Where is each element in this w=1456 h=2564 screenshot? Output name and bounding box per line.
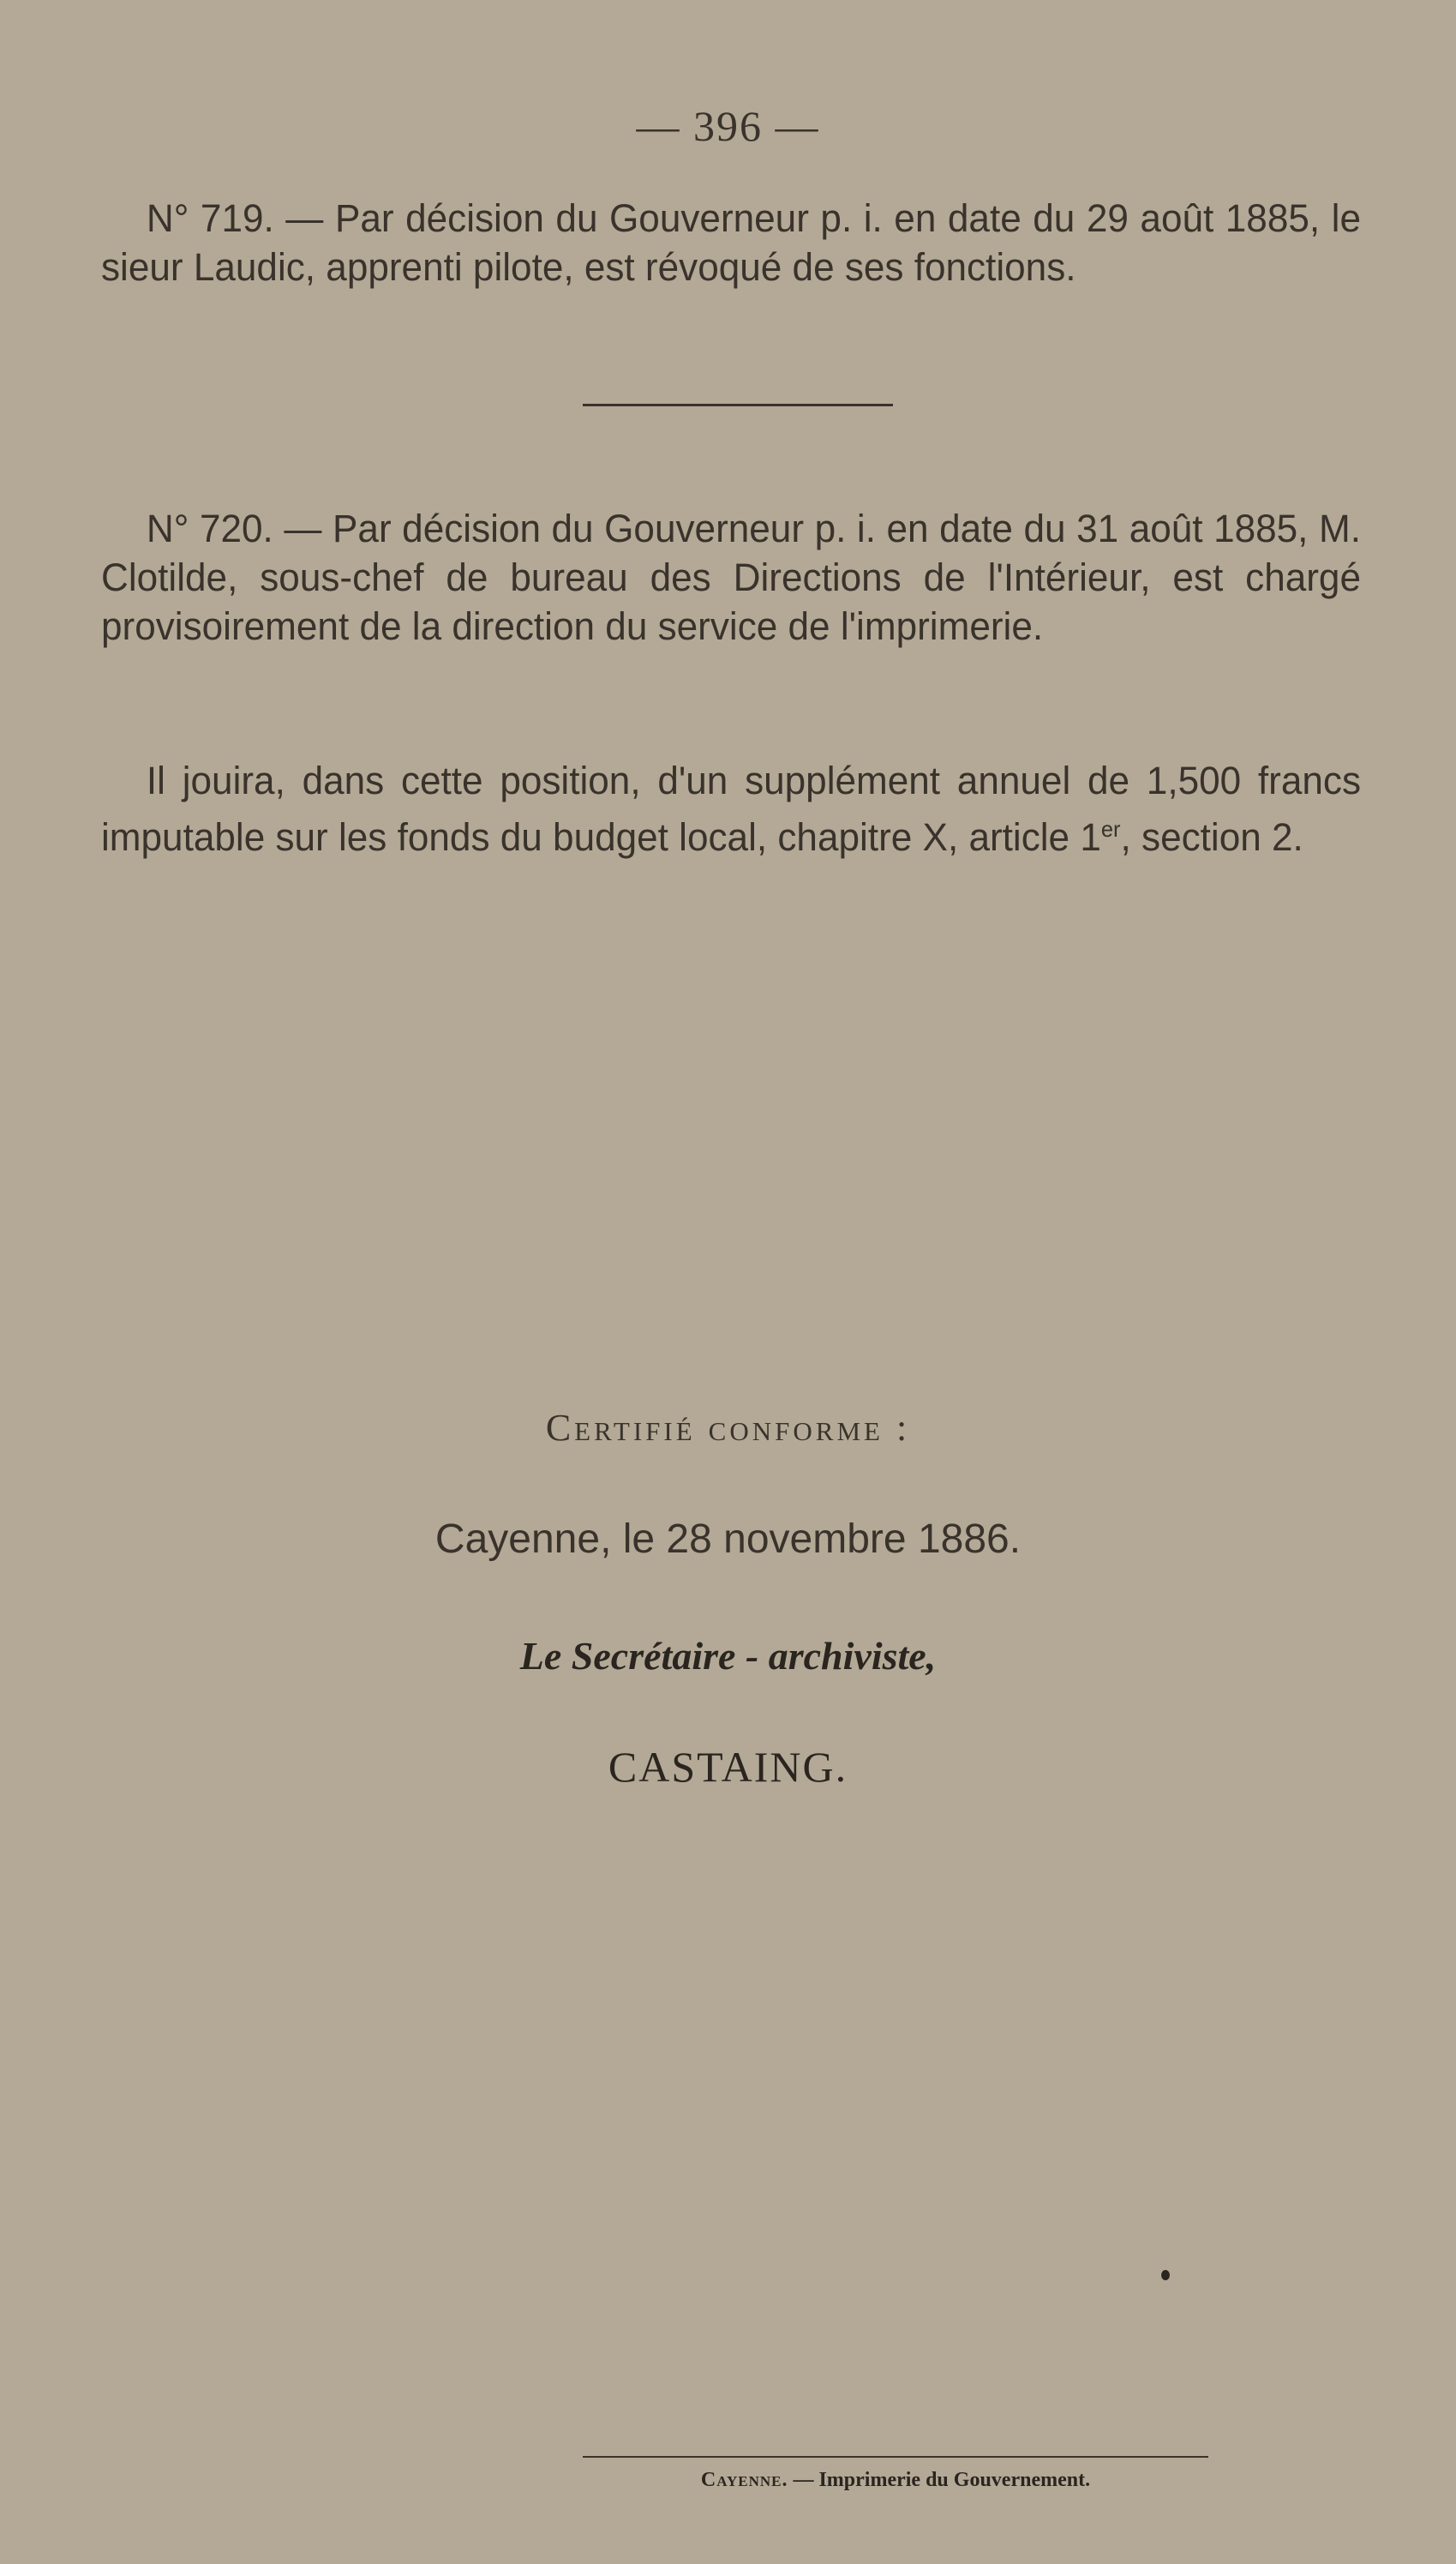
section-divider (583, 404, 893, 406)
ordinal-superscript: er (1100, 816, 1121, 842)
decision-paragraph (101, 194, 1361, 291)
footer-separator: — (793, 2469, 814, 2491)
page-number: — 396 — (636, 102, 820, 150)
continuation-text: Il jouira, dans cette position, d'un supplément annuel de 1,500 francs imputable sur les fonds du budget local, chapitre X, article 1 (101, 759, 1361, 859)
certification-signatory: CASTAING. (608, 1743, 848, 1791)
decision-text: — Par décision du Gouverneur p. i. en date du 31 août 1885, M. Clotilde, sous-chef de bureau des Directions de l'Intérieur, est chargé provisoirement de la direction du service de l'imprimerie. (101, 507, 1361, 648)
decision-text: — Par décision du Gouverneur p. i. en date du 29 août 1885, le sieur Laudic, apprenti pilote, est révoqué de ses fonctions. (101, 196, 1361, 289)
footer-printer: Imprimerie du Gouvernement. (818, 2469, 1091, 2491)
decision-720 (101, 504, 1361, 651)
decision-paragraph (101, 504, 1361, 651)
continuation-text-end: , section 2. (1120, 815, 1303, 859)
certification-role: Le Secrétaire - archiviste, (519, 1634, 937, 1678)
decision-number: N° 720. (146, 507, 273, 550)
continuation-paragraph (101, 756, 1361, 862)
footer-city: Cayenne. (700, 2469, 788, 2491)
ink-speck (1161, 2270, 1170, 2280)
printer-footer (583, 2469, 1208, 2492)
decision-number: N° 719. (146, 196, 274, 240)
certification-place-date: Cayenne, le 28 novembre 1886. (434, 1516, 1022, 1562)
footer-divider (583, 2456, 1208, 2458)
decision-719 (101, 194, 1361, 291)
certification-heading: Certifié conforme : (545, 1407, 911, 1449)
decision-720-continuation (101, 756, 1361, 862)
